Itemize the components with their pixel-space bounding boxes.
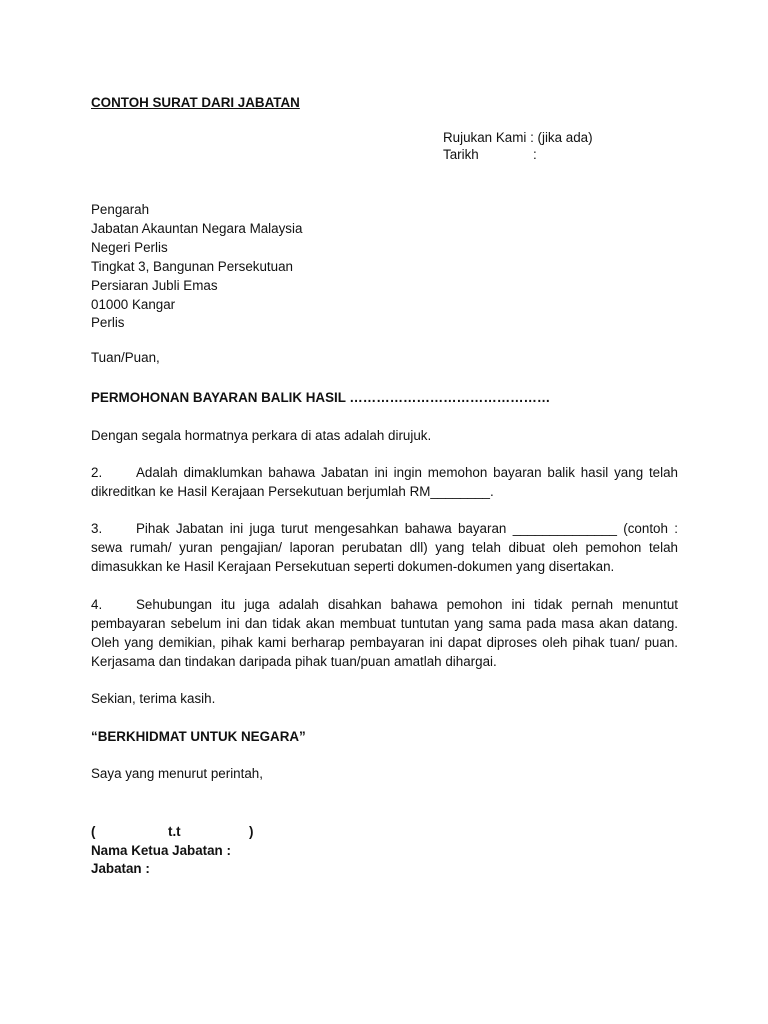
paragraph-3 (91, 519, 678, 576)
paragraph-number: 3. (91, 521, 103, 536)
paragraph-2 (91, 463, 678, 501)
signatory-dept-label: Jabatan : (91, 861, 150, 876)
closing-text: Sekian, terima kasih. (91, 691, 216, 706)
date-colon: : (533, 147, 537, 162)
subject-line: PERMOHONAN BAYARAN BALIK HASIL ……………………………………… (91, 390, 551, 405)
address-line: Tingkat 3, Bangunan Persekutuan (91, 258, 293, 274)
signature-close-paren: ) (249, 824, 254, 839)
signature-open-paren: ( (91, 824, 96, 839)
paragraph-text: Sehubungan itu juga adalah disahkan bahawa pemohon ini tidak pernah menuntut pembayaran sebelum ini dan tidak akan membuat tuntutan yang sama pada masa akan datang. Oleh yang demikian, pihak kami berharap pembayaran ini dapat diproses oleh pihak tuan/ puan. Kerjasama dan tindakan daripada pihak tuan/puan amatlah dihargai. (91, 597, 678, 669)
salutation: Tuan/Puan, (91, 350, 160, 365)
address-line: Jabatan Akauntan Negara Malaysia (91, 220, 303, 236)
paragraph-4 (91, 595, 678, 671)
paragraph-number: 2. (91, 465, 103, 480)
signoff-text: Saya yang menurut perintah, (91, 766, 263, 781)
paragraph-number: 4. (91, 597, 103, 612)
address-line: Perlis (91, 315, 125, 331)
address-line: 01000 Kangar (91, 296, 176, 312)
paragraph-text: Pihak Jabatan ini juga turut mengesahkan bahawa bayaran ______________ (contoh : sewa rumah/ yuran pengajian/ laporan perubatan dll) yang telah dibuat oleh pemohon telah dimasukkan ke Hasil Kerajaan Persekutuan seperti dokumen-dokumen yang disertakan. (91, 521, 678, 574)
paragraph-text: Adalah dimaklumkan bahawa Jabatan ini ingin memohon bayaran balik hasil yang telah dikreditkan ke Hasil Kerajaan Persekutuan berjumlah RM________. (91, 465, 678, 499)
address-line: Persiaran Jubli Emas (91, 277, 218, 293)
letter-title: CONTOH SURAT DARI JABATAN (91, 95, 300, 110)
intro-text: Dengan segala hormatnya perkara di atas adalah dirujuk. (91, 428, 432, 443)
address-line: Negeri Perlis (91, 239, 168, 255)
signatory-name-label: Nama Ketua Jabatan : (91, 843, 231, 858)
address-line: Pengarah (91, 202, 150, 217)
date-label: Tarikh (443, 147, 479, 162)
signature-tt: t.t (168, 824, 181, 839)
recipient-address (91, 201, 302, 333)
reference-line: Rujukan Kami : (jika ada) (443, 130, 593, 145)
motto: “BERKHIDMAT UNTUK NEGARA” (91, 729, 306, 744)
